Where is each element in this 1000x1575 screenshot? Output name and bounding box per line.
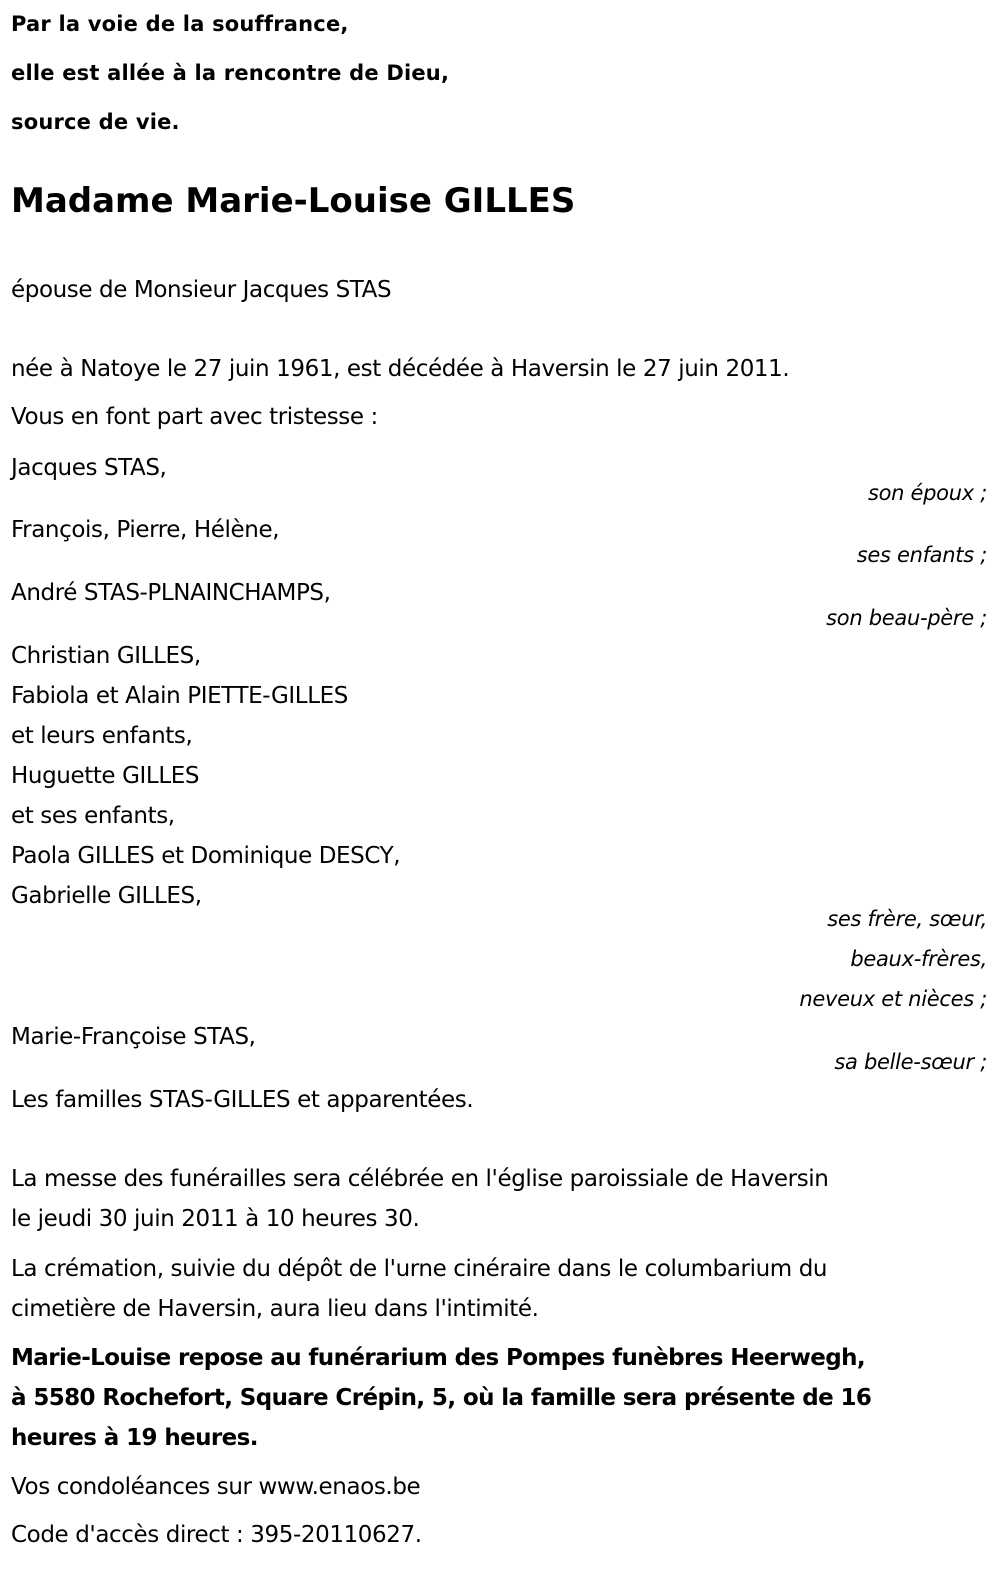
repose-line: à 5580 Rochefort, Square Crépin, 5, où la famille sera présente de 16 [11, 1385, 872, 1411]
family-name: Fabiola et Alain PIETTE-GILLES [11, 683, 348, 709]
announcement-intro: Vous en font part avec tristesse : [11, 404, 378, 430]
epigraph-line: Par la voie de la souffrance, [11, 12, 349, 36]
family-relation: neveux et nièces ; [799, 987, 987, 1011]
deceased-name: Madame Marie-Louise GILLES [11, 181, 576, 221]
spouse-line: épouse de Monsieur Jacques STAS [11, 277, 392, 303]
cremation-line: La crémation, suivie du dépôt de l'urne cinéraire dans le columbarium du [11, 1256, 828, 1282]
family-name: et leurs enfants, [11, 723, 193, 749]
family-name: Paola GILLES et Dominique DESCY, [11, 843, 401, 869]
family-relation: son époux ; [867, 481, 987, 505]
family-name: André STAS-PLNAINCHAMPS, [11, 580, 331, 606]
family-relation: ses enfants ; [856, 543, 987, 567]
mass-line: La messe des funérailles sera célébrée en l'église paroissiale de Haversin [11, 1166, 829, 1192]
epigraph-line: source de vie. [11, 110, 180, 134]
family-name: Marie-Françoise STAS, [11, 1024, 256, 1050]
families-line: Les familles STAS-GILLES et apparentées. [11, 1087, 474, 1113]
family-name: Christian GILLES, [11, 643, 201, 669]
family-relation: son beau-père ; [826, 606, 987, 630]
family-name: et ses enfants, [11, 803, 175, 829]
family-name: Huguette GILLES [11, 763, 200, 789]
family-name: François, Pierre, Hélène, [11, 517, 280, 543]
repose-line: heures à 19 heures. [11, 1425, 258, 1451]
family-relation: sa belle-sœur ; [834, 1050, 987, 1074]
repose-line: Marie-Louise repose au funérarium des Pompes funèbres Heerwegh, [11, 1345, 866, 1371]
family-name: Jacques STAS, [11, 455, 167, 481]
epigraph-line: elle est allée à la rencontre de Dieu, [11, 61, 450, 85]
family-name: Gabrielle GILLES, [11, 883, 202, 909]
family-relation: beaux-frères, [850, 947, 987, 971]
access-code: Code d'accès direct : 395-20110627. [11, 1522, 422, 1548]
condolences-text: Vos condoléances sur www.enaos.be [11, 1474, 421, 1500]
family-relation: ses frère, sœur, [827, 907, 987, 931]
birth-death-line: née à Natoye le 27 juin 1961, est décédée à Haversin le 27 juin 2011. [11, 356, 790, 382]
mass-line: le jeudi 30 juin 2011 à 10 heures 30. [11, 1206, 420, 1232]
cremation-line: cimetière de Haversin, aura lieu dans l'intimité. [11, 1296, 539, 1322]
